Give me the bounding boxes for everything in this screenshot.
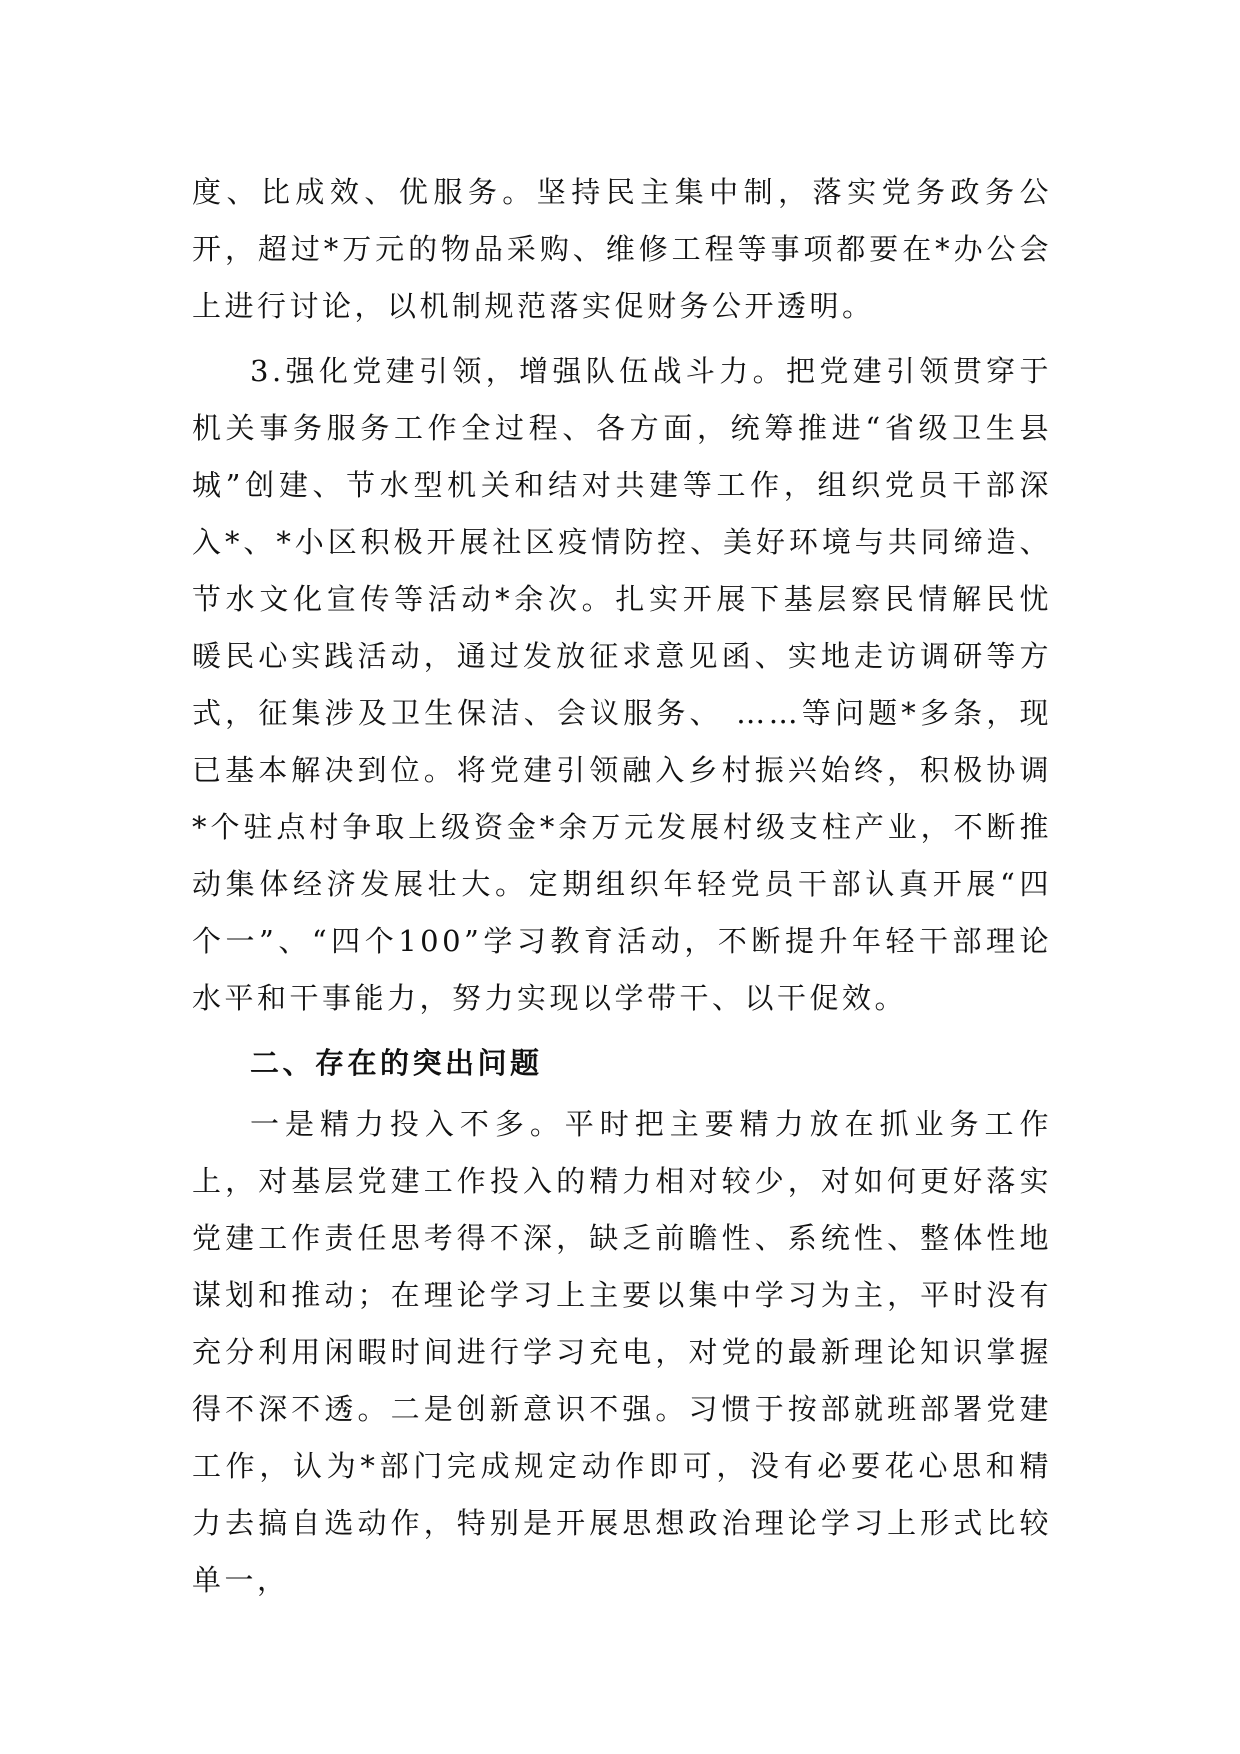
paragraph-problems: 一是精力投入不多。平时把主要精力放在抓业务工作上，对基层党建工作投入的精力相对较少，对如何更好落实党建工作责任思考得不深，缺乏前瞻性、系统性、整体性地谋划和推动；在理论学习上主要以集中学习为主，平时没有充分利用闲暇时间进行学习充电，对党的最新理论知识掌握得不深不透。二是创新意识不强。习惯于按部就班部署党建工作，认为*部门完成规定动作即可，没有必要花心思和精力去搞自选动作，特别是开展思想政治理论学习上形式比较单一， [192,1107,1052,1597]
paragraph-continuation: 度、比成效、优服务。坚持民主集中制，落实党务政务公开，超过*万元的物品采购、维修工程等事项都要在*办公会上进行讨论，以机制规范落实促财务公开透明。 [192,175,1052,323]
document-page [192,164,1052,1609]
paragraph-party-building: 3.强化党建引领，增强队伍战斗力。把党建引领贯穿于机关事务服务工作全过程、各方面，统筹推进“省级卫生县城”创建、节水型机关和结对共建等工作，组织党员干部深入*、*小区积极开展社区疫情防控、美好环境与共同缔造、节水文化宣传等活动*余次。扎实开展下基层察民情解民忧暖民心实践活动，通过发放征求意见函、实地走访调研等方式，征集涉及卫生保洁、会议服务、 ……等问题*多条，现已基本解决到位。将党建引领融入乡村振兴始终，积极协调*个驻点村争取上级资金*余万元发展村级支柱产业，不断推动集体经济发展壮大。定期组织年轻党员干部认真开展“四个一”、“四个100”学习教育活动，不断提升年轻干部理论水平和干事能力，努力实现以学带干、以干促效。 [192,354,1052,1015]
section-heading: 二、存在的突出问题 [250,1046,543,1080]
